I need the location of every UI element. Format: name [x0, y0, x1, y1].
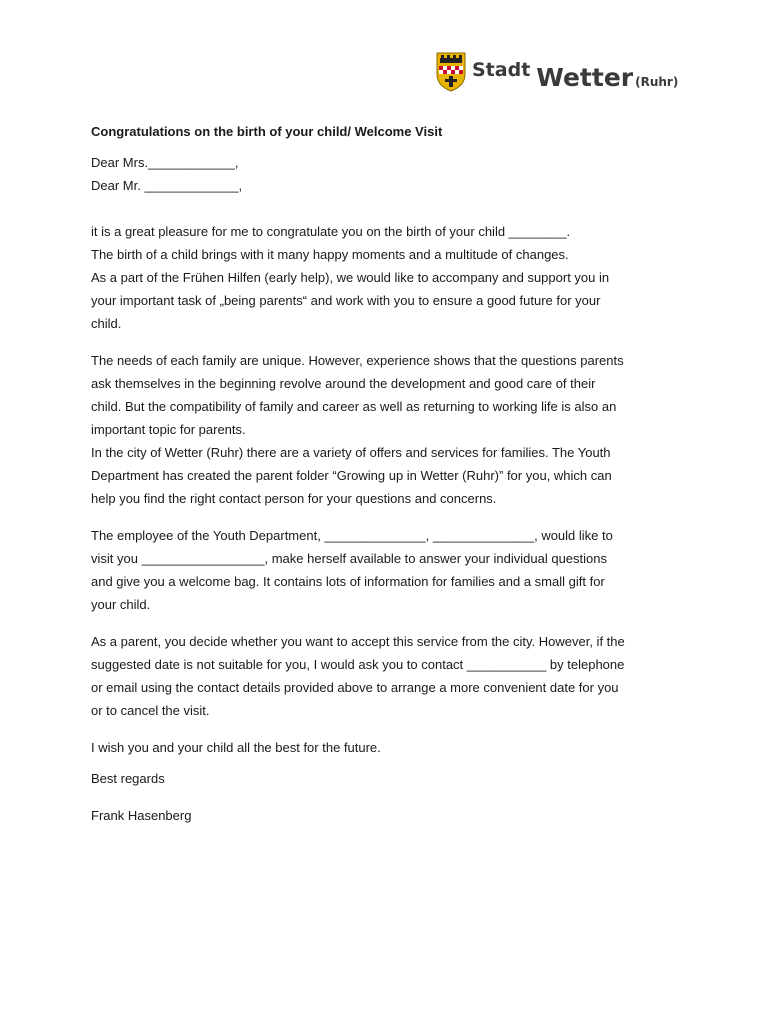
letter-subject: Congratulations on the birth of your child/ Welcome Visit: [91, 124, 443, 139]
paragraph-line: your important task of „being parents“ and work with you to ensure a good future for your: [91, 293, 601, 308]
logo-word-ruhr: (Ruhr): [635, 75, 679, 89]
paragraph-parent: [91, 630, 681, 722]
city-logo: [436, 52, 678, 92]
salutation-mr: Dear Mr. _____________,: [91, 178, 243, 193]
logo-word-wetter: Wetter: [536, 63, 634, 92]
paragraph-line: or to cancel the visit.: [91, 703, 210, 718]
paragraph-line: or email using the contact details provided above to arrange a more convenient date for you: [91, 680, 619, 695]
paragraph-line: ask themselves in the beginning revolve around the development and good care of their: [91, 376, 596, 391]
closing-regards: Best regards: [91, 771, 165, 786]
paragraph-line: In the city of Wetter (Ruhr) there are a variety of offers and services for families. The Youth: [91, 445, 611, 460]
paragraph-line: suggested date is not suitable for you, I would ask you to contact ___________ by telephone: [91, 657, 625, 672]
paragraph-line: your child.: [91, 597, 151, 612]
paragraph-line: visit you _________________, make herself available to answer your individual questions: [91, 551, 608, 566]
paragraph-line: help you find the right contact person for your questions and concerns.: [91, 491, 497, 506]
paragraph-line: and give you a welcome bag. It contains lots of information for families and a small gift for: [91, 574, 605, 589]
paragraph-line: child. But the compatibility of family and career as well as returning to working life is also an: [91, 399, 617, 414]
paragraph-line: As a part of the Frühen Hilfen (early help), we would like to accompany and support you in: [91, 270, 610, 285]
paragraph-line: The birth of a child brings with it many happy moments and a multitude of changes.: [91, 247, 569, 262]
paragraph-line: The employee of the Youth Department, ______________, ______________, would like to: [91, 528, 613, 543]
paragraph-line: As a parent, you decide whether you want to accept this service from the city. However, if the: [91, 634, 625, 649]
letter-body: [91, 120, 681, 827]
logo-word-stadt: Stadt: [472, 59, 531, 81]
closing-wish: I wish you and your child all the best for the future.: [91, 740, 381, 755]
paragraph-line: Department has created the parent folder “Growing up in Wetter (Ruhr)” for you, which can: [91, 468, 612, 483]
paragraph-line: important topic for parents.: [91, 422, 246, 437]
paragraph-line: it is a great pleasure for me to congratulate you on the birth of your child ________.: [91, 224, 571, 239]
paragraph-employee: [91, 524, 681, 616]
signature-name: Frank Hasenberg: [91, 808, 192, 823]
paragraph-intro: [91, 220, 681, 335]
paragraph-needs: [91, 349, 681, 510]
coat-of-arms-icon: [436, 52, 466, 92]
salutation-mrs: Dear Mrs.____________,: [91, 155, 239, 170]
paragraph-line: The needs of each family are unique. However, experience shows that the questions parents: [91, 353, 624, 368]
paragraph-line: child.: [91, 316, 122, 331]
